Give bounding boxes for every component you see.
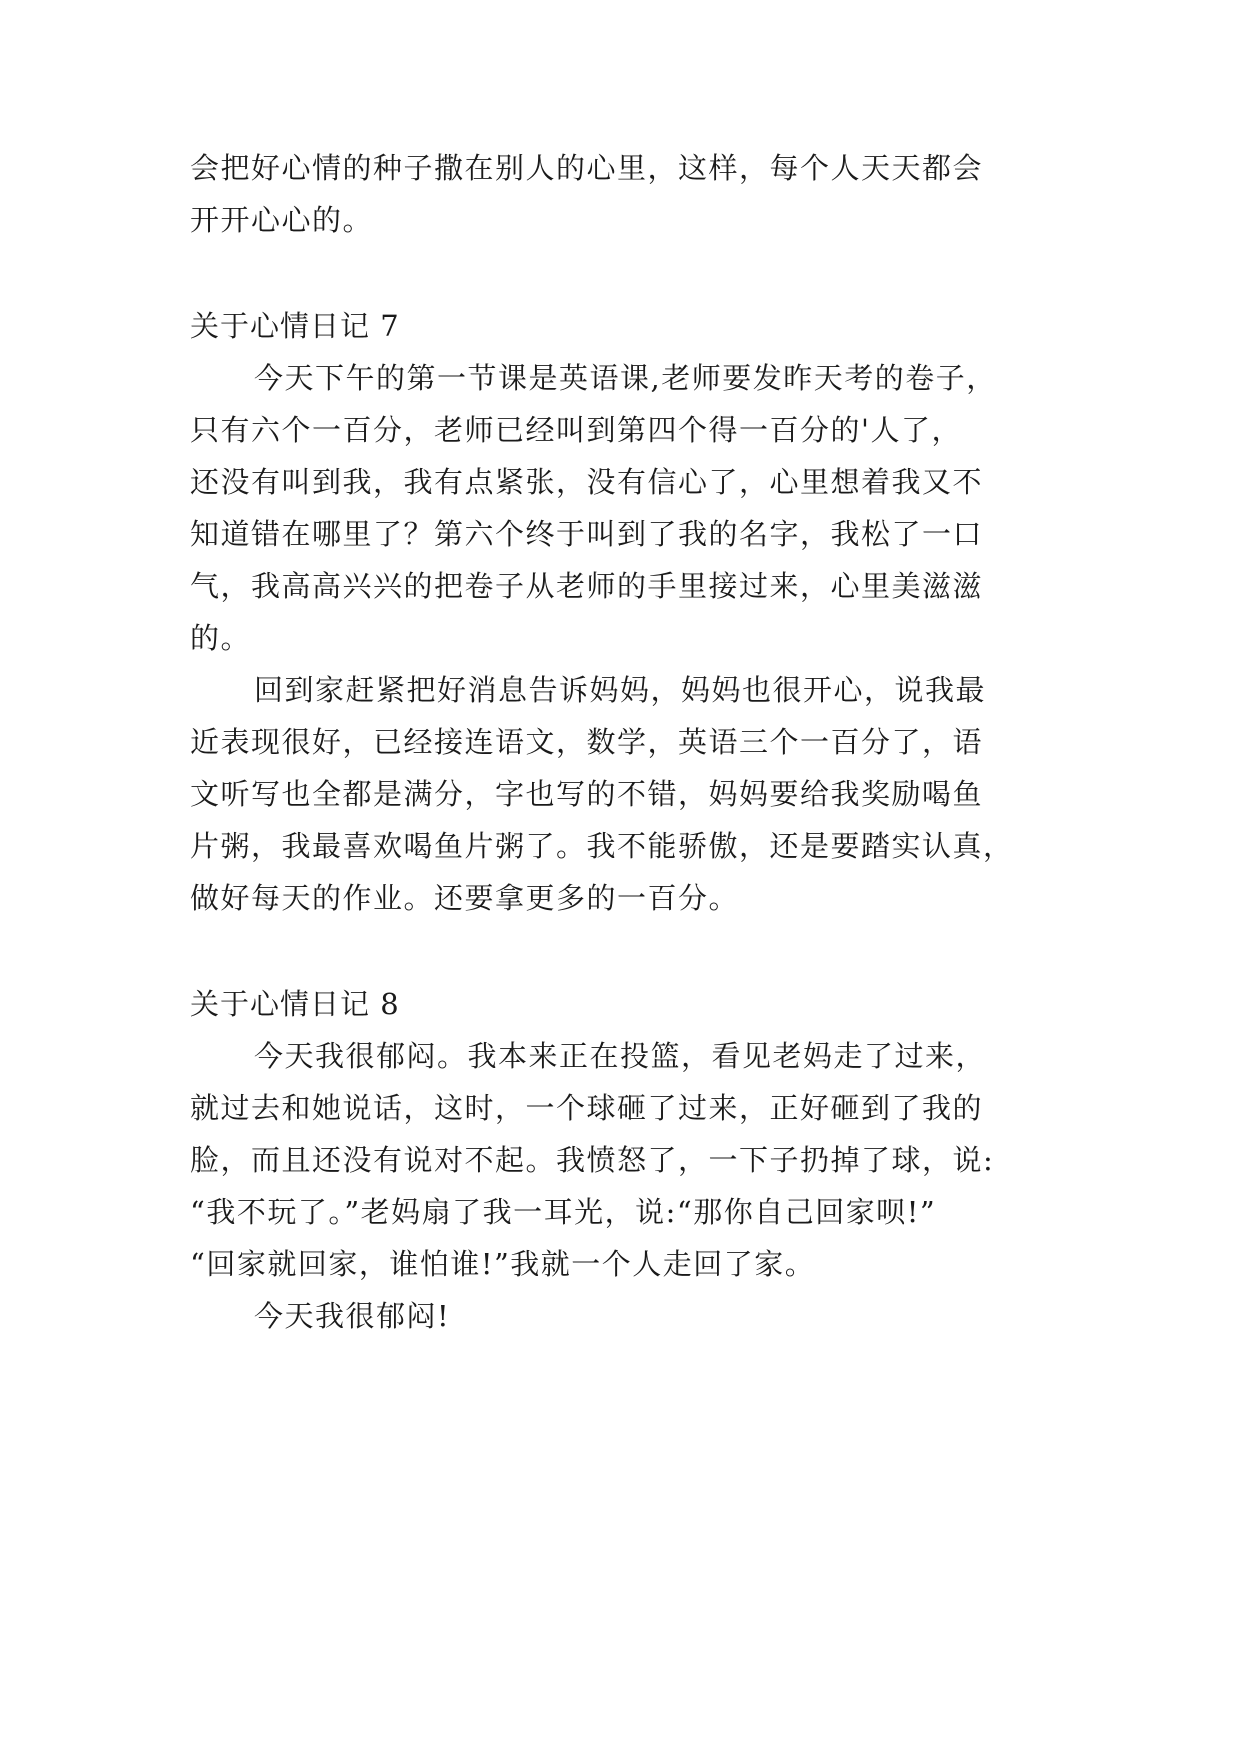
diary7-p1-line-1: 今天下午的第一节课是英语课,老师要发昨天考的卷子， <box>254 361 997 395</box>
diary7-p2-line-3: 文听写也全都是满分，字也写的不错，妈妈要给我奖励喝鱼 <box>190 777 984 811</box>
diary7-p1-line-2: 只有六个一百分，老师已经叫到第四个得一百分的'人了， <box>190 413 962 447</box>
diary8-p1-line-3: 脸，而且还没有说对不起。我愤怒了，一下子扔掉了球，说: <box>190 1143 995 1177</box>
diary8-title: 关于心情日记 8 <box>190 987 400 1021</box>
diary7-title: 关于心情日记 7 <box>190 309 400 343</box>
diary8-p1-line-1: 今天我很郁闷。我本来正在投篮，看见老妈走了过来， <box>254 1039 987 1073</box>
diary8-p1-line-2: 就过去和她说话，这时，一个球砸了过来，正好砸到了我的 <box>190 1091 984 1125</box>
diary7-p2-line-1: 回到家赶紧把好消息告诉妈妈，妈妈也很开心，说我最 <box>254 673 987 707</box>
diary8-p1-line-4: “我不玩了。”老妈扇了我一耳光，说:“那你自己回家呗!” <box>190 1195 937 1229</box>
diary7-p1-line-6: 的。 <box>190 621 252 655</box>
diary7-p1-line-3: 还没有叫到我，我有点紧张，没有信心了，心里想着我又不 <box>190 465 984 499</box>
diary7-p2-line-4: 片粥，我最喜欢喝鱼片粥了。我不能骄傲，还是要踏实认真， <box>190 829 1014 863</box>
diary7-p2-line-5: 做好每天的作业。还要拿更多的一百分。 <box>190 881 740 915</box>
diary7-p1-line-5: 气，我高高兴兴的把卷子从老师的手里接过来，心里美滋滋 <box>190 569 984 603</box>
diary7-p2-line-2: 近表现很好，已经接连语文，数学，英语三个一百分了，语 <box>190 725 984 759</box>
diary7-p1-line-4: 知道错在哪里了？第六个终于叫到了我的名字，我松了一口 <box>190 517 984 551</box>
intro-line-1: 会把好心情的种子撒在别人的心里，这样，每个人天天都会 <box>190 151 984 185</box>
diary8-p2-line-1: 今天我很郁闷! <box>254 1299 451 1333</box>
intro-line-2: 开开心心的。 <box>190 203 374 237</box>
diary8-p1-line-5: “回家就回家，谁怕谁!”我就一个人走回了家。 <box>190 1247 816 1281</box>
